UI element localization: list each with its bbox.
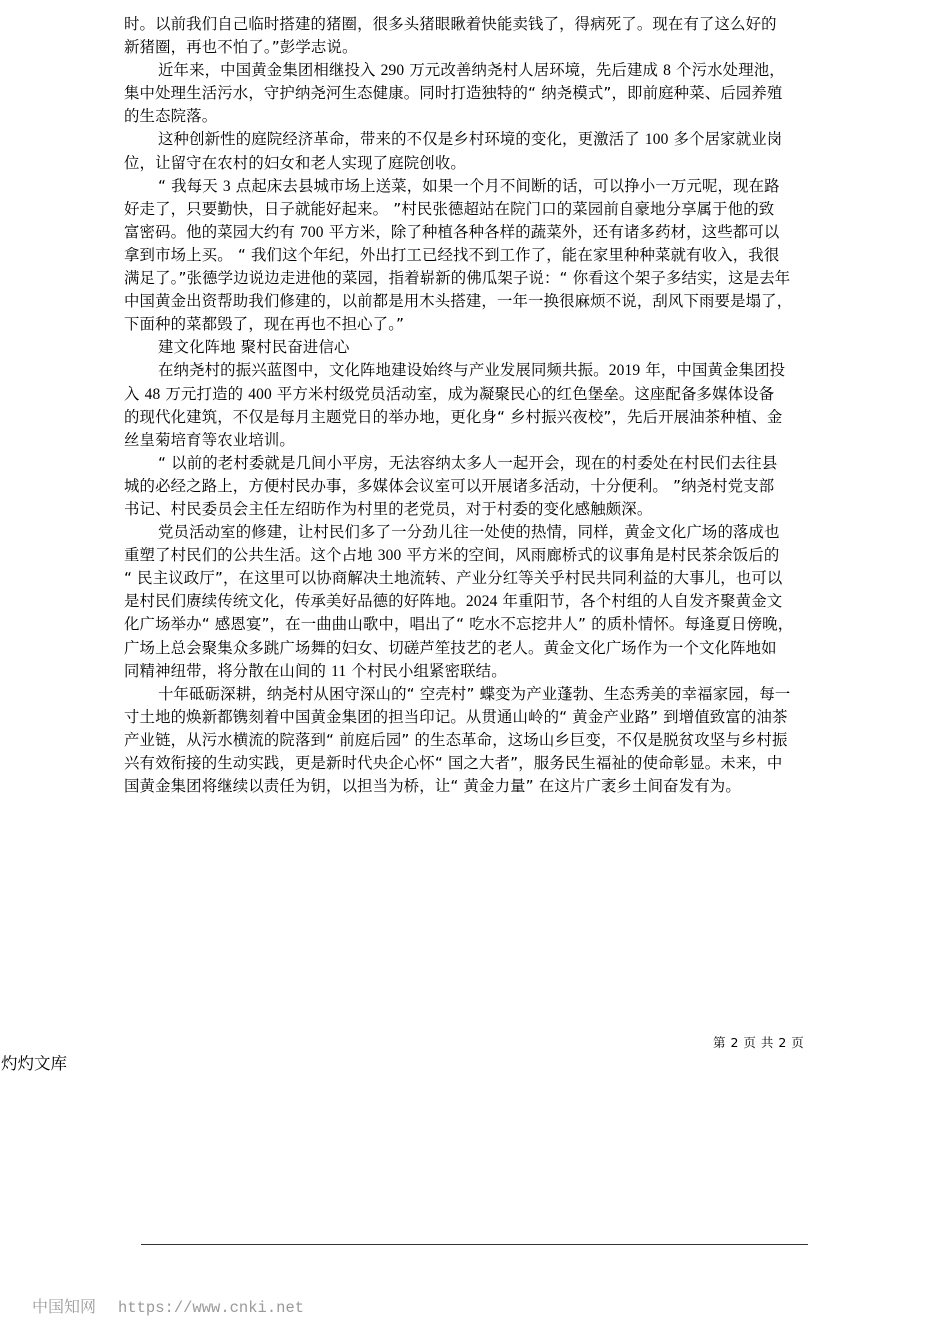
text-line: 入 48 万元打造的 400 平方米村级党员活动室，成为凝聚民心的红色堡垒。这座配备多媒体设备 [124,384,775,403]
text-line: 下面种的菜都毁了，现在再也不担心了。” [124,315,405,334]
text-line: 拿到市场上买。 “ 我们这个年纪，外出打工已经找不到工作了，能在家里种种菜就有收入，我很 [124,245,780,264]
text-line: 丝皇菊培育等农业培训。 [124,430,295,449]
text-line: 满足了。”张德学边说边走进他的菜园，指着崭新的佛瓜架子说：“ 你看这个架子多结实，这是去年 [124,269,791,288]
footer-divider [141,1244,808,1245]
text-line: 化广场举办“ 感恩宴”，在一曲曲山歌中，唱出了“ 吃水不忘挖井人” 的质朴情怀。每逢夏日傍晚， [124,615,794,634]
text-line: 国黄金集团将继续以责任为钥，以担当为桥，让“ 黄金力量” 在这片广袤乡土间奋发有为。 [124,777,741,796]
text-line: 城的必经之路上，方便村民办事，多媒体会议室可以开展诸多活动，十分便利。 ”纳尧村党支部 [124,476,775,495]
text-line: 集中处理生活污水，守护纳尧河生态健康。同时打造独特的“ 纳尧模式”，即前庭种菜、后园养殖 [124,84,783,103]
page-number: 第 2 页 共 2 页 [713,1035,805,1050]
cnki-watermark [32,1294,304,1317]
text-line: 的生态院落。 [124,107,218,126]
text-line: 同精神纽带，将分散在山间的 11 个村民小组紧密联结。 [124,661,507,680]
section-heading: 建文化阵地 聚村民奋进信心 [158,338,350,357]
text-line: 的现代化建筑，不仅是每月主题党日的举办地，更化身“ 乡村振兴夜校”，先后开展油茶种植、金 [124,407,783,426]
text-line: 这种创新性的庭院经济革命，带来的不仅是乡村环境的变化，更激活了 100 多个居家就业岗 [158,130,783,149]
text-line: 寸土地的焕新都镌刻着中国黄金集团的担当印记。从贯通山岭的“ 黄金产业路” 到增值致富的油茶 [124,707,788,726]
text-line: “ 我每天 3 点起床去县城市场上送菜，如果一个月不间断的话，可以挣小一万元呢，现在路 [158,176,780,195]
library-name: 灼灼文库 [1,1054,67,1073]
text-line: 富密码。他的菜园大约有 700 平方米，除了种植各种各样的蔬菜外，还有诸多药材，这些都可以 [124,222,780,241]
text-line: 广场上总会聚集众多跳广场舞的妇女、切磋芦笙技艺的老人。黄金文化广场作为一个文化阵地如 [124,638,777,657]
text-line: 时。以前我们自己临时搭建的猪圈，很多头猪眼瞅着快能卖钱了，得病死了。现在有了这么好的 [124,15,777,33]
text-line: 党员活动室的修建，让村民们多了一分劲儿往一处使的热情，同样，黄金文化广场的落成也 [158,523,780,542]
text-line: 兴有效衔接的生动实践，更是新时代央企心怀“ 国之大者”，服务民生福祉的使命彰显。未来，中 [124,754,783,772]
text-line: 产业链，从污水横流的院落到“ 前庭后园” 的生态革命，这场山乡巨变，不仅是脱贫攻坚与乡村振 [124,730,788,749]
watermark-name: 中国知网 [32,1299,97,1316]
text-line: 中国黄金出资帮助我们修建的，以前都是用木头搭建，一年一换很麻烦不说，刮风下雨要是塌了， [124,292,793,311]
text-line: 书记、村民委员会主任左绍昉作为村里的老党员，对于村委的变化感触颇深。 [124,499,653,518]
text-line: 是村民们赓续传统文化，传承美好品德的好阵地。2024 年重阳节，各个村组的人自发齐聚黄金文 [124,592,783,611]
text-line: 近年来，中国黄金集团相继投入 290 万元改善纳尧村人居环境，先后建成 8 个污水处理池， [158,61,785,80]
document-body [124,13,844,798]
text-line: “ 民主议政厅”，在这里可以协商解决土地流转、产业分红等关乎村民共同利益的大事儿，也可以 [124,569,783,588]
text-line: 好走了，只要勤快，日子就能好起来。 ”村民张德超站在院门口的菜园前自豪地分享属于他的致 [124,199,775,218]
text-line: 新猪圈，再也不怕了。”彭学志说。 [124,38,358,57]
text-line: 十年砥砺深耕，纳尧村从困守深山的“ 空壳村” 蝶变为产业蓬勃、生态秀美的幸福家园，每一 [158,684,791,703]
text-line: 重塑了村民们的公共生活。这个占地 300 平方米的空间，风雨廊桥式的议事角是村民茶余饭后的 [124,546,780,565]
text-line: 在纳尧村的振兴蓝图中，文化阵地建设始终与产业发展同频共振。2019 年，中国黄金集团投 [158,361,786,380]
text-line: 位，让留守在农村的妇女和老人实现了庭院创收。 [124,153,466,172]
text-line: “ 以前的老村委就是几间小平房，无法容纳太多人一起开会，现在的村委处在村民们去往县 [158,453,778,472]
watermark-url: https://www.cnki.net [118,1299,305,1317]
